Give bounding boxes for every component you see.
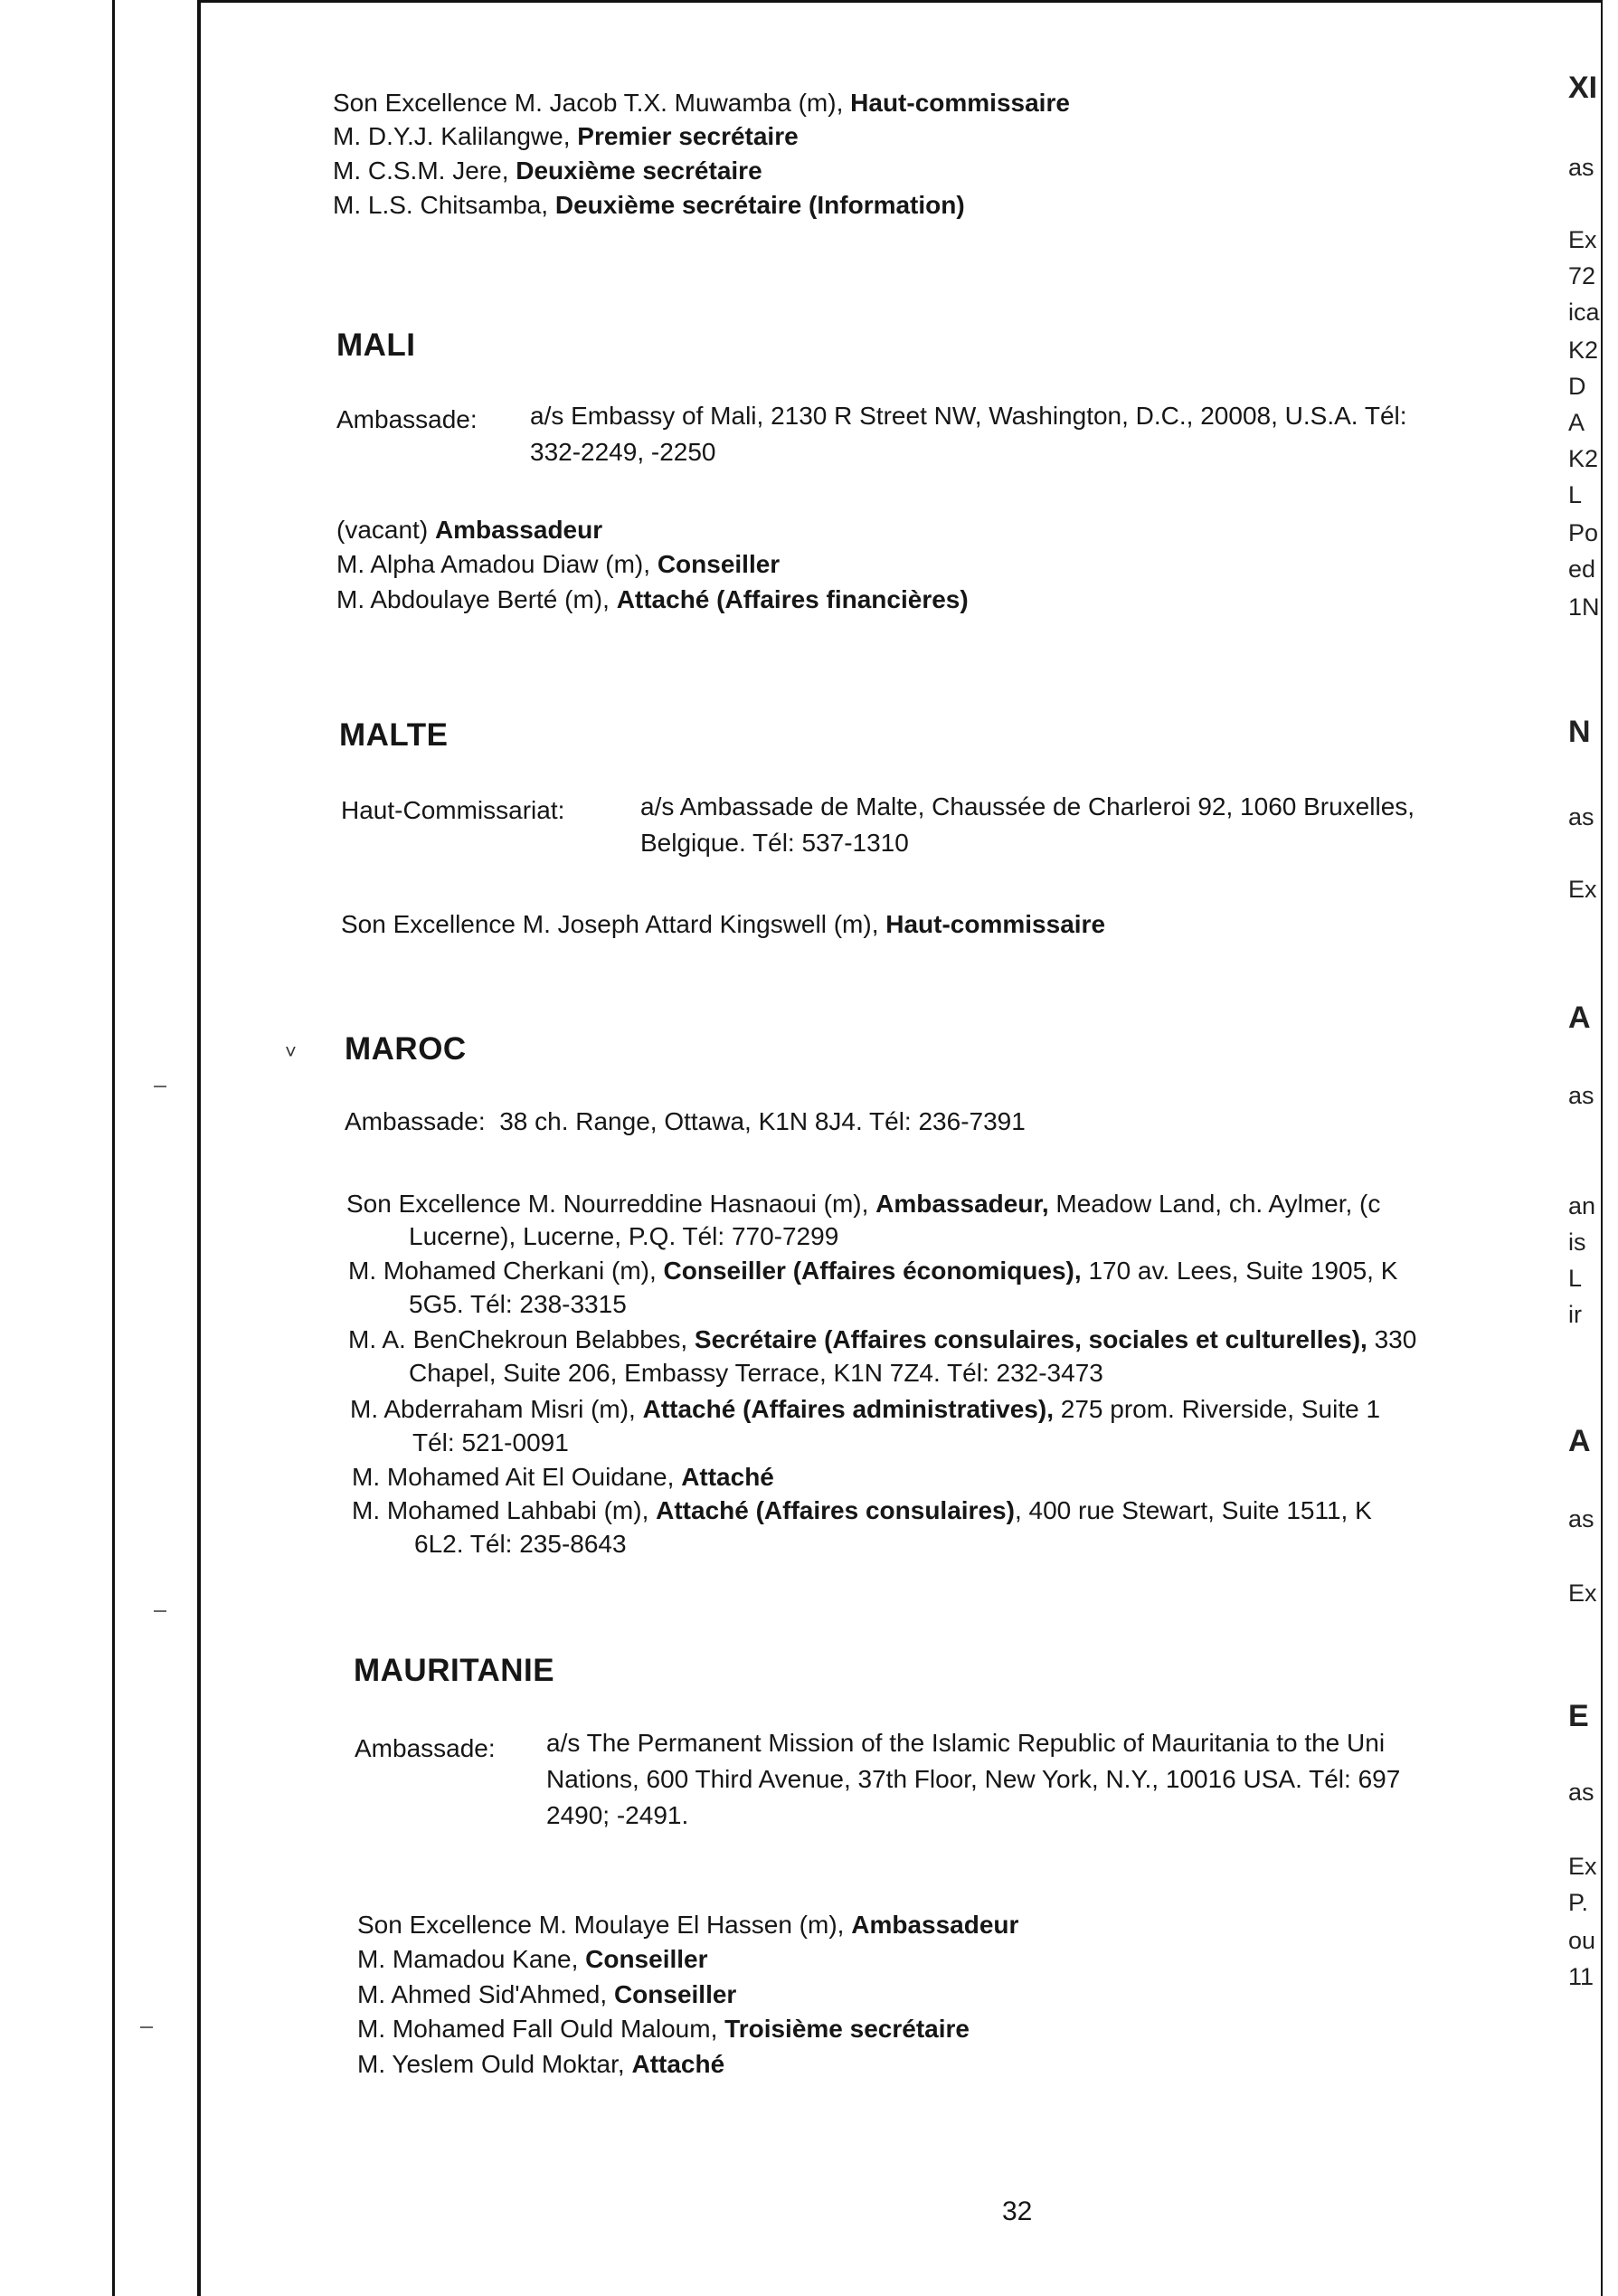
address-label: Ambassade: (345, 1107, 486, 1135)
address-text: a/s Ambassade de Malte, Chaussée de Charleroi 92, 1060 Bruxelles, Belgique. Tél: 537-1310 (640, 792, 1415, 857)
page-number: 32 (1002, 2196, 1033, 2226)
margin-mark (154, 1610, 166, 1612)
bleed-fragment: as (1568, 803, 1594, 830)
staff-entry: M. Mohamed Cherkani (m), Conseiller (Affaires économiques), 170 av. Lees, Suite 1905, K (348, 1257, 1398, 1285)
country-heading: MALTE (339, 717, 449, 753)
bleed-fragment: E (1568, 1699, 1589, 1733)
bleed-fragment: A (1568, 1424, 1591, 1458)
staff-entry-continuation: 6L2. Tél: 235-8643 (414, 1530, 627, 1558)
bleed-fragment: Ex (1568, 226, 1597, 253)
staff-entry: M. C.S.M. Jere, Deuxième secrétaire (333, 157, 762, 185)
bleed-fragment: ica (1568, 299, 1600, 326)
staff-entry: M. Abdoulaye Berté (m), Attaché (Affaires financières) (336, 585, 969, 613)
margin-rule-left (112, 0, 115, 2296)
bleed-fragment: Ex (1568, 1580, 1597, 1607)
staff-entry: M. Yeslem Ould Moktar, Attaché (357, 2050, 725, 2078)
bleed-fragment: K2 (1568, 337, 1599, 364)
staff-entry: M. Mamadou Kane, Conseiller (357, 1945, 708, 1973)
staff-entry-continuation: Lucerne), Lucerne, P.Q. Tél: 770-7299 (409, 1222, 839, 1250)
margin-mark (140, 2026, 153, 2028)
address-text: 38 ch. Range, Ottawa, K1N 8J4. Tél: 236-7391 (499, 1107, 1026, 1135)
address-text: a/s The Permanent Mission of the Islamic Republic of Mauritania to the Uni Nations, 600 Third Avenue, 37th Floor, New York, N.Y., 10016 USA. Tél: 697 2490; -2491. (546, 1729, 1401, 1829)
country-heading: MALI (336, 327, 416, 363)
bleed-fragment: 1N (1568, 593, 1600, 621)
bleed-fragment: P. (1568, 1889, 1589, 1916)
country-heading: MAURITANIE (354, 1653, 555, 1688)
staff-entry: Son Excellence M. Nourreddine Hasnaoui (m), Ambassadeur, Meadow Land, ch. Aylmer, (c (346, 1190, 1381, 1218)
check-mark: ˅ (285, 1040, 297, 1063)
top-rule (197, 0, 1618, 3)
bleed-fragment: K2 (1568, 445, 1599, 472)
margin-rule-right (197, 0, 201, 2296)
address-label: Haut-Commissariat: (341, 796, 565, 824)
bleed-fragment: 11 (1568, 1963, 1594, 1990)
bleed-fragment: ed (1568, 555, 1596, 583)
bleed-fragment: N (1568, 715, 1591, 749)
staff-entry: M. Ahmed Sid'Ahmed, Conseiller (357, 1980, 737, 2008)
staff-entry: M. L.S. Chitsamba, Deuxième secrétaire (Information) (333, 191, 965, 219)
bleed-fragment: is (1568, 1229, 1586, 1256)
bleed-fragment: L (1568, 481, 1583, 508)
bleed-fragment: A (1568, 409, 1585, 436)
bleed-fragment: an (1568, 1192, 1596, 1219)
staff-entry-continuation: Tél: 521-0091 (412, 1428, 569, 1456)
staff-entry: Son Excellence M. Joseph Attard Kingswell (m), Haut-commissaire (341, 910, 1106, 938)
staff-entry: M. A. BenChekroun Belabbes, Secrétaire (Affaires consulaires, sociales et culturelles), 330 (348, 1325, 1417, 1353)
bleed-fragment: as (1568, 1505, 1594, 1532)
staff-entry: M. Mohamed Fall Ould Maloum, Troisième secrétaire (357, 2015, 970, 2043)
staff-entry: M. Mohamed Ait El Ouidane, Attaché (352, 1463, 774, 1491)
address-label: Ambassade: (336, 405, 478, 433)
page-edge (1601, 0, 1618, 2296)
bleed-fragment: D (1568, 373, 1586, 400)
bleed-fragment: XI (1568, 71, 1598, 105)
bleed-fragment: Ex (1568, 1853, 1597, 1880)
staff-entry-continuation: Chapel, Suite 206, Embassy Terrace, K1N 7Z4. Tél: 232-3473 (409, 1359, 1103, 1387)
bleed-fragment: as (1568, 1779, 1594, 1806)
staff-entry: M. Abderraham Misri (m), Attaché (Affaires administratives), 275 prom. Riverside, Suite 1 (350, 1395, 1381, 1423)
bleed-fragment: Po (1568, 519, 1599, 546)
staff-entry-continuation: 5G5. Tél: 238-3315 (409, 1290, 627, 1318)
address-label: Ambassade: (355, 1734, 496, 1762)
bleed-fragment: 72 (1568, 262, 1596, 289)
bleed-fragment: ir (1568, 1301, 1582, 1328)
bleed-fragment: as (1568, 1082, 1594, 1109)
address-text: a/s Embassy of Mali, 2130 R Street NW, Washington, D.C., 20008, U.S.A. Tél: 332-2249, -2250 (530, 402, 1407, 466)
staff-entry: M. Mohamed Lahbabi (m), Attaché (Affaires consulaires), 400 rue Stewart, Suite 1511, K (352, 1496, 1372, 1524)
staff-entry: Son Excellence M. Moulaye El Hassen (m), Ambassadeur (357, 1911, 1019, 1939)
country-heading: MAROC (345, 1031, 467, 1067)
bleed-fragment: as (1568, 154, 1594, 181)
margin-mark (154, 1086, 166, 1087)
staff-entry: (vacant) Ambassadeur (336, 516, 603, 544)
staff-entry: M. D.Y.J. Kalilangwe, Premier secrétaire (333, 122, 799, 150)
staff-entry: M. Alpha Amadou Diaw (m), Conseiller (336, 550, 781, 578)
bleed-fragment: Ex (1568, 876, 1597, 903)
bleed-fragment: A (1568, 1001, 1591, 1035)
bleed-fragment: ou (1568, 1927, 1596, 1954)
address-line (345, 1105, 1026, 1138)
staff-entry: Son Excellence M. Jacob T.X. Muwamba (m), Haut-commissaire (333, 89, 1070, 117)
bleed-fragment: L (1568, 1265, 1583, 1292)
